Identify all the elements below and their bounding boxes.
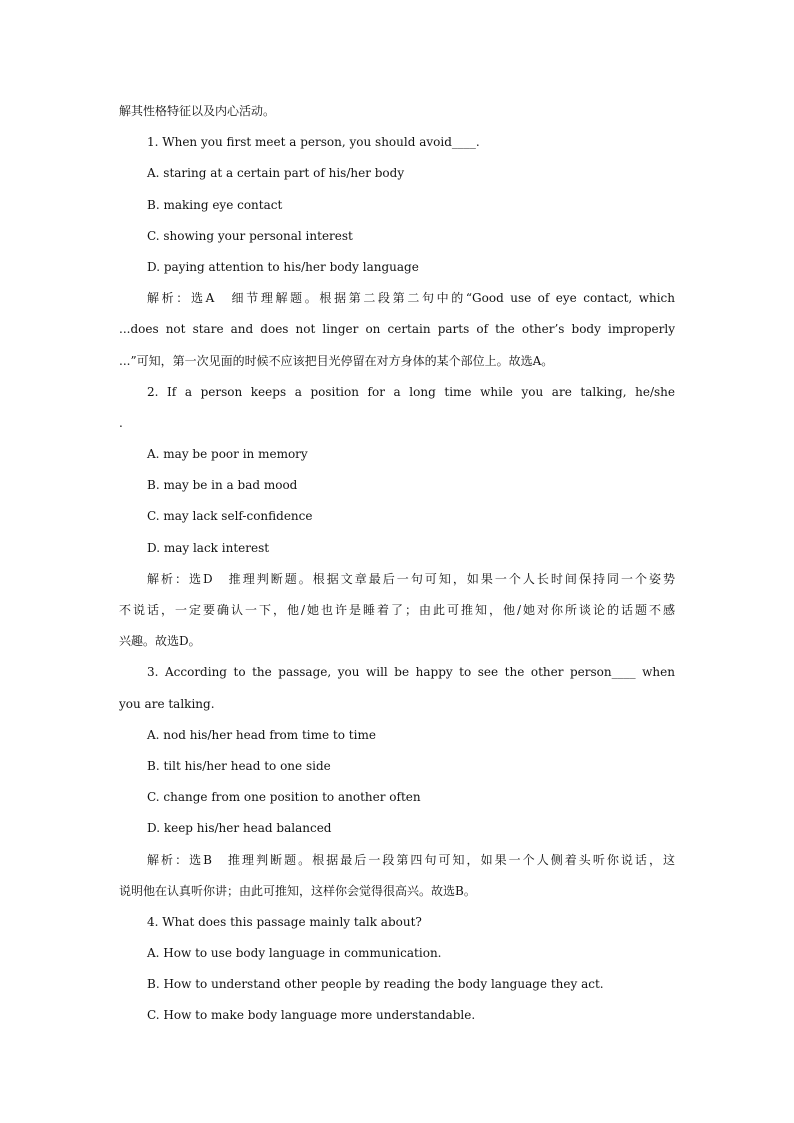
question-1-stem: 1. When you first meet a person, you should avoid____.: [147, 135, 480, 150]
question-2-analysis-line: 解析：选D 推理判断题。根据文章最后一句可知，如果一个人长时间保持同一个姿势: [147, 571, 675, 586]
question-2-analysis-line: 不说话，一定要确认一下，他/她也许是睡着了；由此可推知，他/她对你所谈论的话题不感: [119, 603, 675, 617]
question-1-analysis-line: ...”可知，第一次见面的时候不应该把目光停留在对方身体的某个部位上。故选A。: [119, 353, 554, 368]
intro-tail: 解其性格特征以及内心活动。: [119, 104, 276, 118]
question-3-stem: 3. According to the passage, you will be happy to see the other person____ when: [147, 665, 675, 680]
question-3-stem-continued: you are talking.: [119, 696, 215, 711]
question-1-option-c: C. showing your personal interest: [147, 228, 353, 243]
question-1-analysis-line: 解析：选A 细节理解题。根据第二段第二句中的“Good use of eye contact, which: [147, 291, 675, 306]
page-content: [119, 96, 675, 1032]
question-2-option-d: D. may lack interest: [147, 540, 270, 555]
question-3-option-b: B. tilt his/her head to one side: [147, 758, 331, 773]
question-4-option-a: A. How to use body language in communication.: [147, 946, 442, 961]
question-3-option-c: C. change from one position to another often: [147, 790, 421, 805]
question-4-option-b: B. How to understand other people by reading the body language they act.: [147, 977, 604, 992]
question-1-option-b: B. making eye contact: [147, 197, 283, 212]
question-1-analysis-line: ...does not stare and does not linger on certain parts of the other’s body improperly: [119, 322, 675, 337]
question-3-option-d: D. keep his/her head balanced: [147, 821, 332, 836]
question-2-stem: 2. If a person keeps a position for a long time while you are talking, he/she: [147, 384, 675, 399]
question-3-option-a: A. nod his/her head from time to time: [147, 727, 376, 742]
question-2-option-a: A. may be poor in memory: [147, 447, 308, 462]
question-3-analysis-line: 解析：选B 推理判断题。根据最后一段第四句可知，如果一个人侧着头听你说话，这: [147, 852, 675, 867]
question-2-stem-continued: .: [119, 415, 123, 430]
question-1-option-d: D. paying attention to his/her body language: [147, 259, 419, 274]
question-2-option-b: B. may be in a bad mood: [147, 478, 298, 493]
question-2-analysis-line: 兴趣。故选D。: [119, 634, 201, 649]
question-4-stem: 4. What does this passage mainly talk about?: [147, 914, 422, 929]
question-3-analysis-line: 说明他在认真听你讲；由此可推知，这样你会觉得很高兴。故选B。: [119, 883, 476, 898]
question-4-option-c: C. How to make body language more understandable.: [147, 1008, 476, 1023]
question-2-option-c: C. may lack self-confidence: [147, 509, 313, 524]
question-1-option-a: A. staring at a certain part of his/her body: [147, 166, 405, 181]
